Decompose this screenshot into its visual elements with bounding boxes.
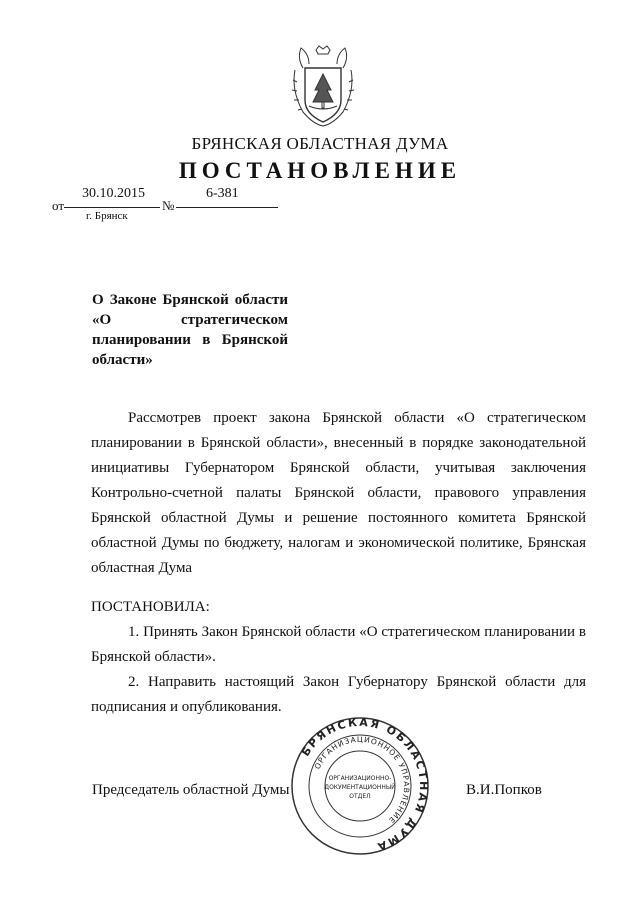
number-prefix: №	[162, 198, 175, 213]
subject-line: планировании в Брянской	[92, 332, 288, 348]
preamble-paragraph: Рассмотрев проект закона Брянской области «О стратегическом планировании в Брянской области», внесенный в порядке законодательной инициативы Губернатором Брянской области, учитывая заключения Контрольно-счетной палаты Брянской области, правового управления Брянской областной Думы и решение постоянного комитета Брянской областной Думы по бюджету, налогам и экономической политике, Брянская областная Дума	[91, 410, 586, 576]
subject-line: «О стратегическом	[92, 312, 288, 328]
document-date: 30.10.2015	[82, 186, 145, 201]
stamp-center-line: ОТДЕЛ	[349, 793, 371, 800]
official-seal-stamp	[290, 716, 430, 856]
subject-line: области»	[92, 352, 153, 368]
decree-item-2: 2. Направить настоящий Закон Губернатору Брянской области для подписания и опубликования.	[91, 674, 586, 715]
stamp-center-line: ОРГАНИЗАЦИОННО-	[328, 775, 392, 782]
stamp-center-line: ДОКУМЕНТАЦИОННЫЙ	[324, 784, 396, 791]
date-underline	[64, 207, 160, 208]
signatory-name: В.И.Попков	[466, 782, 542, 798]
number-underline	[176, 207, 278, 208]
decree-heading: ПОСТАНОВИЛА:	[91, 599, 210, 615]
stamp-outer-text: БРЯНСКАЯ ОБЛАСТНАЯ ДУМА	[298, 716, 430, 854]
subject-line: О Законе Брянской области	[92, 292, 288, 308]
organization-name: БРЯНСКАЯ ОБЛАСТНАЯ ДУМА	[191, 134, 449, 153]
document-number: 6-381	[206, 186, 239, 201]
coat-of-arms-emblem	[283, 40, 363, 130]
stamp-middle-text: ОРГАНИЗАЦИОННОЕ УПРАВЛЕНИЕ	[312, 734, 412, 826]
signatory-title: Председатель областной Думы	[92, 782, 290, 798]
decree-item-1: 1. Принять Закон Брянской области «О стратегическом планировании в Брянской области».	[91, 624, 586, 665]
date-prefix: от	[52, 198, 65, 213]
document-city: г. Брянск	[86, 210, 128, 222]
document-type-title: ПОСТАНОВЛЕНИЕ	[178, 158, 462, 183]
document-subject	[92, 290, 288, 370]
